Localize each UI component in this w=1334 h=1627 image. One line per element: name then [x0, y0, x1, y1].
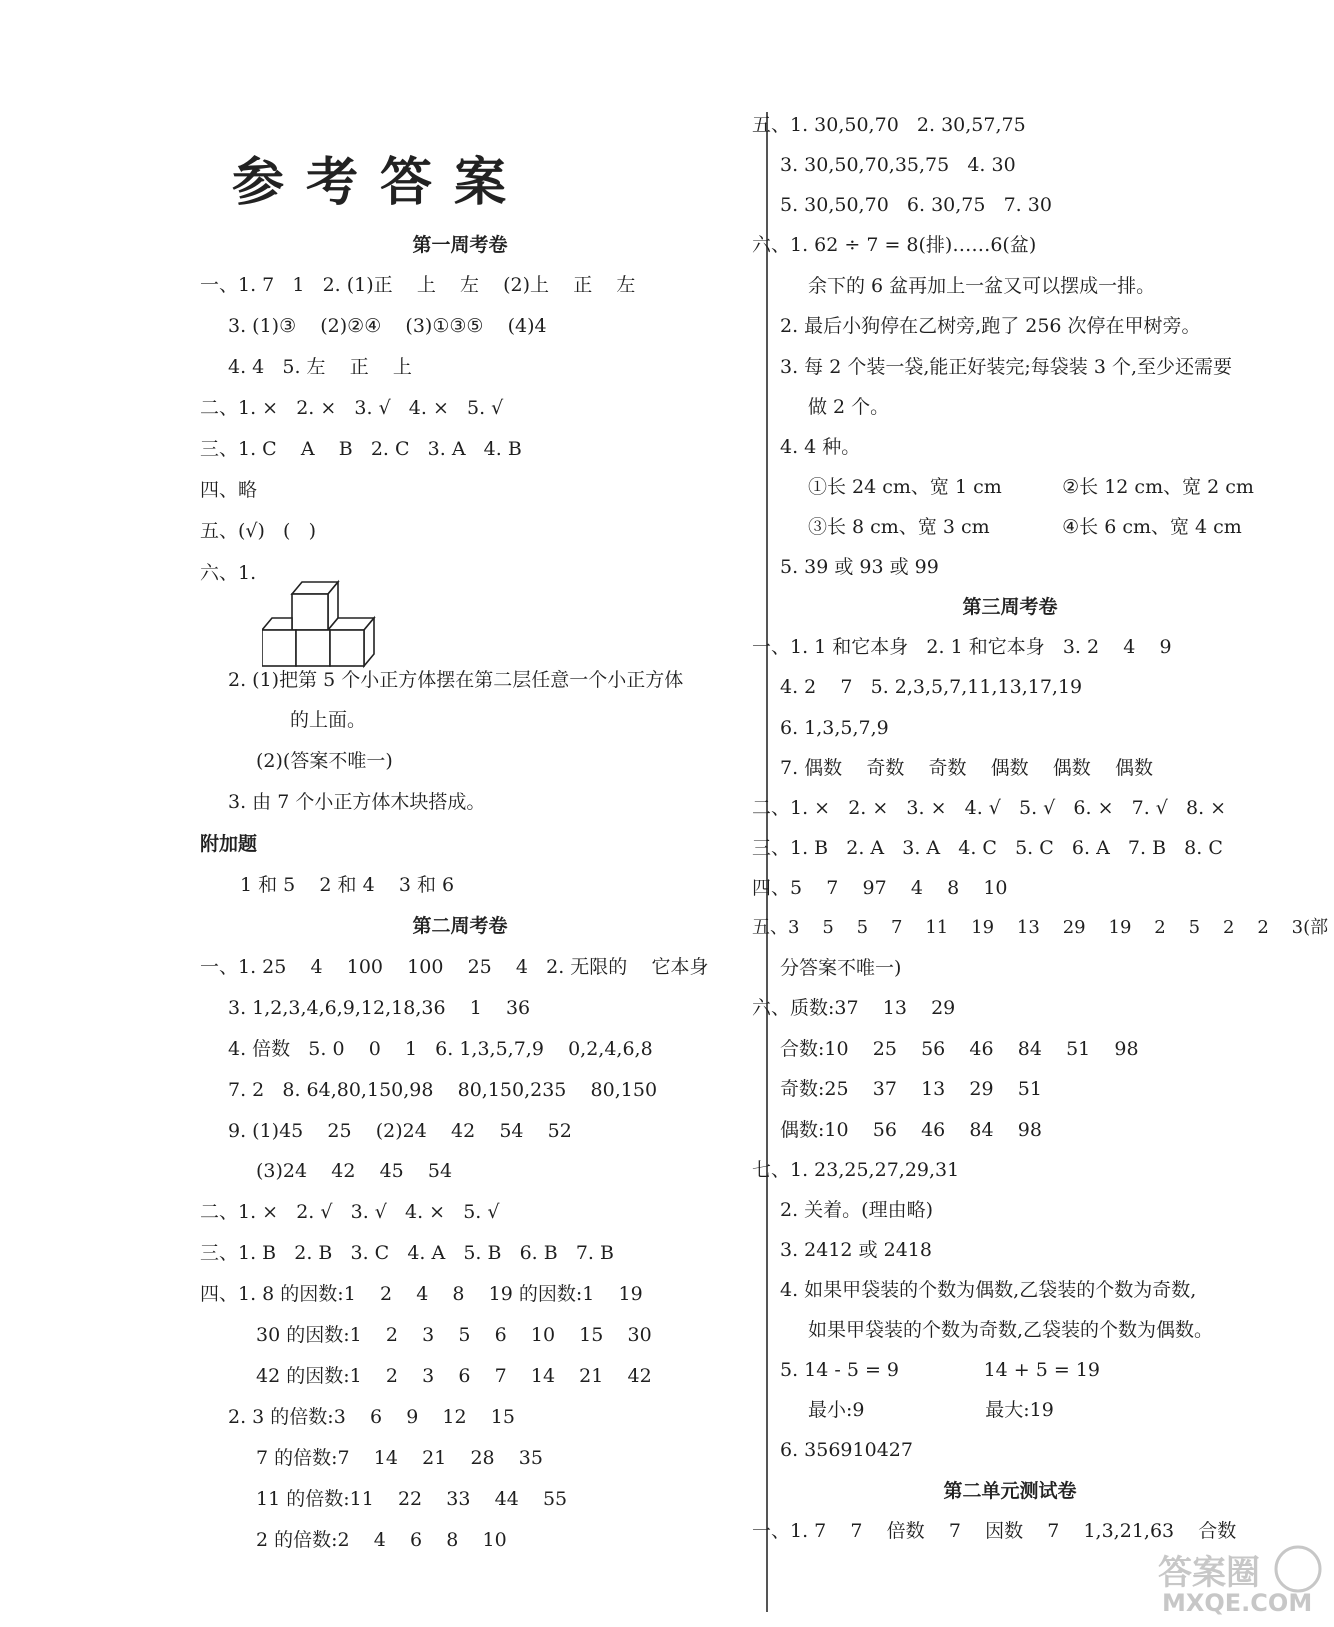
- answer-line: 2. 3 的倍数:3 6 9 12 15: [228, 1406, 515, 1428]
- answer-line: 2. 最后小狗停在乙树旁,跑了 256 次停在甲树旁。: [780, 315, 1201, 337]
- answer-line: 三、1. B 2. A 3. A 4. C 5. C 6. A 7. B 8. C: [752, 837, 1223, 859]
- answer-line: 5. 14 - 5 = 9 14 + 5 = 19: [780, 1359, 1101, 1381]
- answer-line: 3. 2412 或 2418: [780, 1239, 932, 1261]
- answer-line: 三、1. B 2. B 3. C 4. A 5. B 6. B 7. B: [200, 1242, 614, 1264]
- answer-line: 4. 4 种。: [780, 436, 861, 458]
- answer-line: ③长 8 cm、宽 3 cm ④长 6 cm、宽 4 cm: [808, 516, 1242, 538]
- answer-line: 4. 倍数 5. 0 0 1 6. 1,3,5,7,9 0,2,4,6,8: [228, 1038, 653, 1060]
- answer-line: 42 的因数:1 2 3 6 7 14 21 42: [256, 1365, 652, 1387]
- section-heading-week2: 第二周考卷: [412, 915, 508, 937]
- answer-line: 2. (1)把第 5 个小正方体摆在第二层任意一个小正方体: [228, 669, 684, 691]
- answer-line: 1 和 5 2 和 4 3 和 6: [240, 874, 455, 896]
- answer-line: 做 2 个。: [808, 396, 890, 418]
- answer-line: 5. 30,50,70 6. 30,75 7. 30: [780, 194, 1052, 216]
- answer-line: 四、1. 8 的因数:1 2 4 8 19 的因数:1 19: [200, 1283, 643, 1305]
- answer-line: 3. 每 2 个装一袋,能正好装完;每袋装 3 个,至少还需要: [780, 356, 1232, 378]
- answer-line: 六、1.: [200, 562, 257, 584]
- column-divider: [766, 112, 768, 1612]
- answer-line: 4. 4 5. 左 正 上: [228, 356, 412, 378]
- answer-line: 分答案不唯一): [780, 957, 902, 979]
- answer-line: 5. 39 或 93 或 99: [780, 556, 939, 578]
- answer-line: 偶数:10 56 46 84 98: [780, 1119, 1042, 1141]
- answer-line: 三、1. C A B 2. C 3. A 4. B: [200, 438, 522, 460]
- answer-line: 3. (1)③ (2)②④ (3)①③⑤ (4)4: [228, 315, 547, 337]
- answer-line: 11 的倍数:11 22 33 44 55: [256, 1488, 568, 1510]
- section-heading-week1: 第一周考卷: [412, 234, 508, 256]
- answer-line: 2. 关着。(理由略): [780, 1199, 933, 1221]
- answer-line: 二、1. × 2. √ 3. √ 4. × 5. √: [200, 1201, 500, 1223]
- cube-figure: [262, 578, 382, 678]
- answer-line: 7. 2 8. 64,80,150,98 80,150,235 80,150: [228, 1079, 658, 1101]
- answer-line: 9. (1)45 25 (2)24 42 54 52: [228, 1120, 572, 1142]
- answer-line: 7 的倍数:7 14 21 28 35: [256, 1447, 543, 1469]
- answer-line: 如果甲袋装的个数为奇数,乙袋装的个数为偶数。: [808, 1319, 1214, 1341]
- watermark-logo-text: 答案圈: [1158, 1553, 1260, 1593]
- answer-line: 一、1. 1 和它本身 2. 1 和它本身 3. 2 4 9: [752, 636, 1172, 658]
- answer-line: 一、1. 7 1 2. (1)正 上 左 (2)上 正 左: [200, 274, 636, 296]
- answer-line: 30 的因数:1 2 3 5 6 10 15 30: [256, 1324, 652, 1346]
- answer-line: 二、1. × 2. × 3. × 4. √ 5. √ 6. × 7. √ 8. ×: [752, 797, 1227, 819]
- page-title: 参考答案: [231, 152, 528, 213]
- answer-line: 五、1. 30,50,70 2. 30,57,75: [752, 114, 1026, 136]
- answer-line: 余下的 6 盆再加上一盆又可以摆成一排。: [808, 275, 1156, 297]
- watermark-url: MXQE.COM: [1162, 1589, 1313, 1617]
- answer-line: 奇数:25 37 13 29 51: [780, 1078, 1042, 1100]
- answer-line: 一、1. 25 4 100 100 25 4 2. 无限的 它本身: [200, 956, 709, 978]
- answer-line: 最小:9 最大:19: [808, 1399, 1054, 1421]
- answer-line: (3)24 42 45 54: [256, 1160, 453, 1182]
- answer-line: 的上面。: [290, 709, 367, 731]
- answer-line: 二、1. × 2. × 3. √ 4. × 5. √: [200, 397, 504, 419]
- answer-line: 合数:10 25 56 46 84 51 98: [780, 1038, 1139, 1060]
- answer-line: 五、3 5 5 7 11 19 13 29 19 2 5 2 2 3(部: [752, 917, 1329, 938]
- answer-line: 4. 如果甲袋装的个数为偶数,乙袋装的个数为奇数,: [780, 1279, 1197, 1301]
- answer-line: 六、质数:37 13 29: [752, 997, 956, 1019]
- answer-line: (2)(答案不唯一): [256, 750, 393, 772]
- answer-line: 4. 2 7 5. 2,3,5,7,11,13,17,19: [780, 676, 1083, 698]
- answer-line: 四、略: [200, 479, 258, 501]
- section-heading-unit2: 第二单元测试卷: [943, 1480, 1077, 1502]
- answer-line: 3. 30,50,70,35,75 4. 30: [780, 154, 1016, 176]
- answer-line: 7. 偶数 奇数 奇数 偶数 偶数 偶数: [780, 757, 1153, 779]
- answer-line: 附加题: [200, 833, 258, 855]
- site-watermark: [1148, 1541, 1328, 1619]
- section-heading-week3: 第三周考卷: [962, 596, 1058, 618]
- answer-line: 四、5 7 97 4 8 10: [752, 877, 1008, 899]
- answer-line: 2 的倍数:2 4 6 8 10: [256, 1529, 507, 1551]
- answer-line: 七、1. 23,25,27,29,31: [752, 1159, 960, 1181]
- answer-line: 3. 1,2,3,4,6,9,12,18,36 1 36: [228, 997, 531, 1019]
- answer-line: 六、1. 62 ÷ 7 = 8(排)……6(盆): [752, 234, 1037, 256]
- answer-line: 五、(√) ( ): [200, 520, 316, 542]
- answer-line: 6. 356910427: [780, 1439, 913, 1461]
- answer-line: ①长 24 cm、宽 1 cm ②长 12 cm、宽 2 cm: [808, 476, 1254, 498]
- answer-line: 一、1. 7 7 倍数 7 因数 7 1,3,21,63 合数: [752, 1520, 1237, 1542]
- answer-line: 3. 由 7 个小正方体木块搭成。: [228, 791, 486, 813]
- answer-line: 6. 1,3,5,7,9: [780, 717, 889, 739]
